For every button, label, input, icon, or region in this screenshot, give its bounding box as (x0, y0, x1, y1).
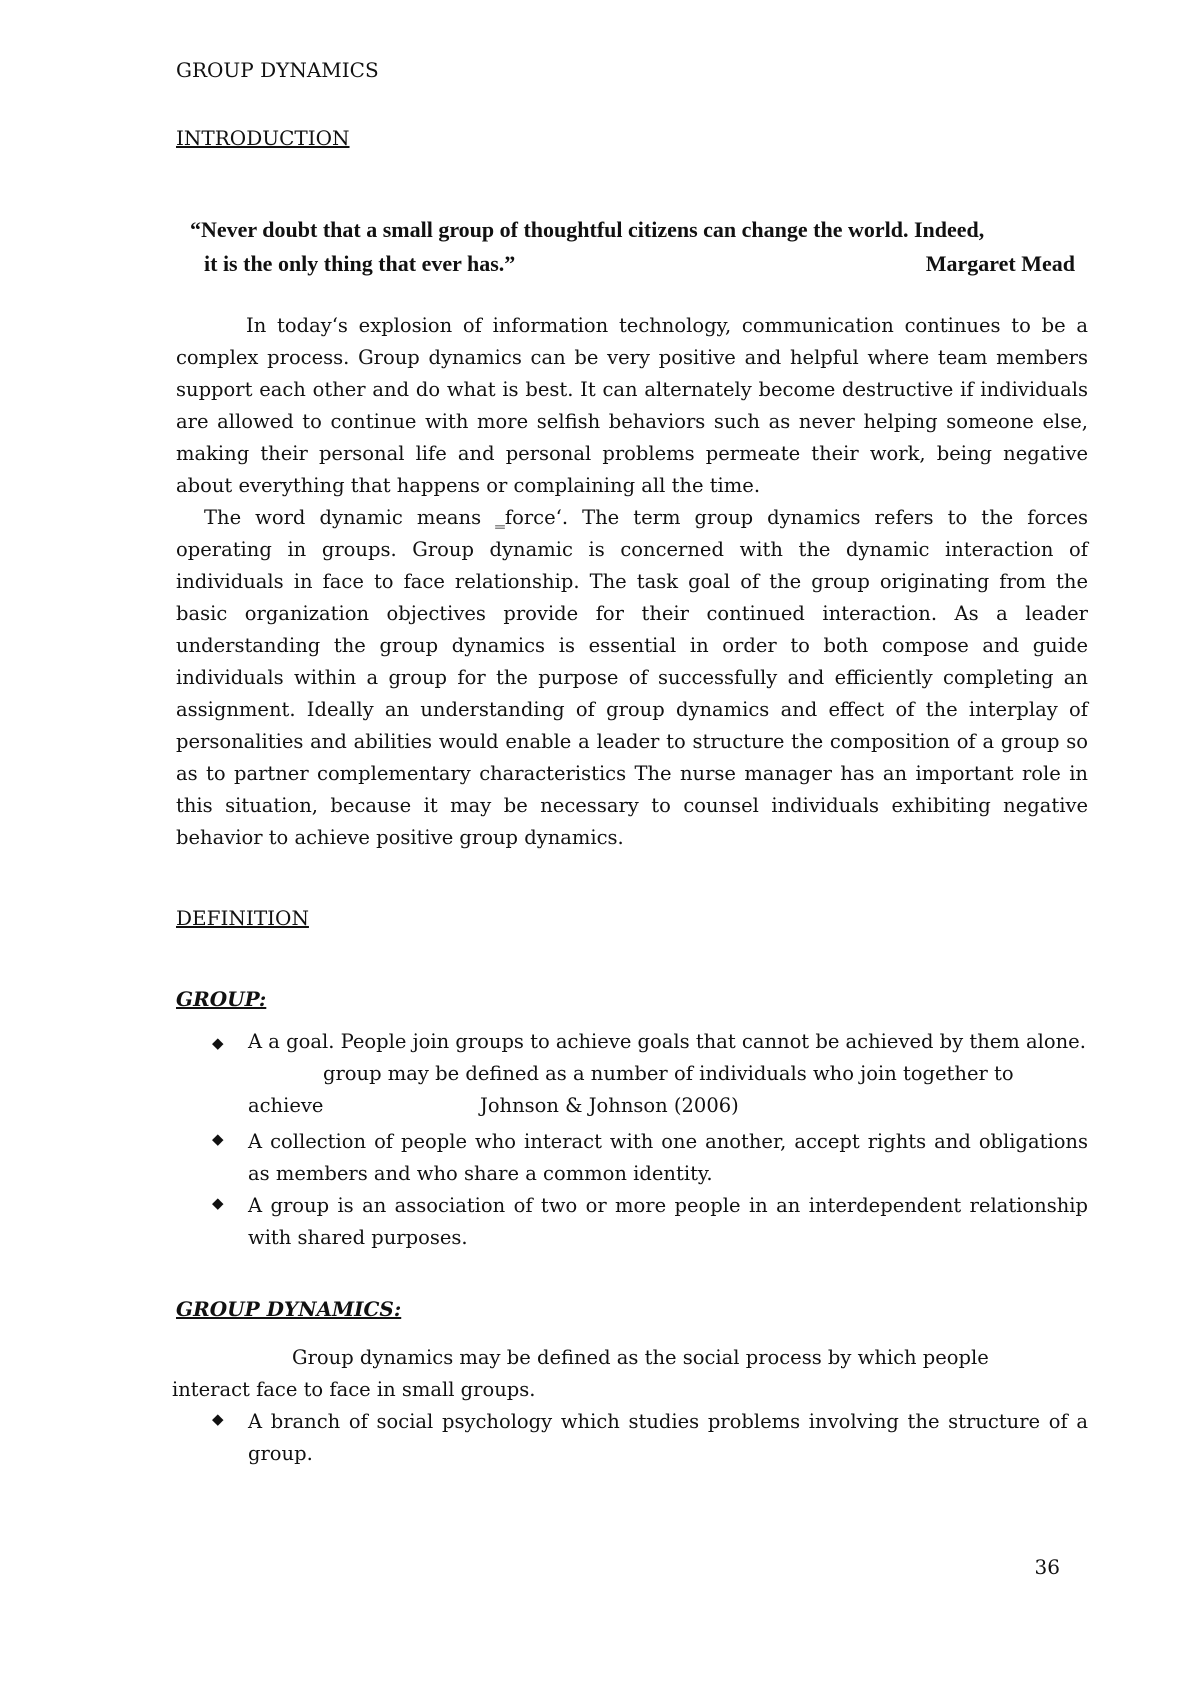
group-item-2: A collection of people who interact with one another, accept rights and obligations as members and who share a common identity. (248, 1130, 1088, 1185)
group-item-1-line-1: A a goal. People join groups to achieve goals that cannot be achieved by them alone. (248, 1030, 1086, 1053)
group-dynamics-heading: GROUP DYNAMICS: (176, 1297, 402, 1321)
intro-paragraph-1: In today‘s explosion of information technology, communication continues to be a complex process. Group dynamics can be very positive and helpful where team members support each other and do what is best. It can alternately become destructive if individuals are allowed to continue with more selfish behaviors such as never helping someone else, making their personal life and personal problems permeate their work, being negative about everything that happens or complaining all the time. (176, 314, 1088, 497)
diamond-bullet-icon: ◆ (212, 1194, 224, 1212)
page-title: GROUP DYNAMICS (176, 58, 379, 82)
quote-line-1: “Never doubt that a small group of thoughtful citizens can change the world. Indeed, (190, 217, 985, 242)
page-number: 36 (1034, 1555, 1060, 1579)
group-dynamics-paragraph: Group dynamics may be defined as the social process by which people interact face to face in small groups. (172, 1346, 989, 1401)
group-item-3: A group is an association of two or more people in an interdependent relationship with shared purposes. (248, 1194, 1088, 1249)
quote-line-2: it is the only thing that ever has.” (204, 251, 516, 276)
group-item-1-line-3a: achieve (248, 1094, 324, 1117)
diamond-bullet-icon: ◆ (212, 1130, 224, 1148)
diamond-bullet-icon: ◆ (212, 1034, 224, 1052)
diamond-bullet-icon: ◆ (212, 1410, 224, 1428)
quote-author: Margaret Mead (925, 251, 1075, 276)
group-item-1-line-2: group may be defined as a number of individuals who join together to (323, 1062, 1014, 1085)
intro-paragraph-2: The word dynamic means ‗force‘. The term group dynamics refers to the forces operating in groups. Group dynamic is concerned with the dynamic interaction of individuals in face to face relationship. The task goal of the group originating from the basic organization objectives provide for their continued interaction. As a leader understanding the group dynamics is essential in order to both compose and guide individuals within a group for the purpose of successfully and efficiently completing an assignment. Ideally an understanding of group dynamics and effect of the interplay of personalities and abilities would enable a leader to structure the composition of a group so as to partner complementary characteristics The nurse manager has an important role in this situation, because it may be necessary to counsel individuals exhibiting negative behavior to achieve positive group dynamics. (176, 506, 1088, 849)
group-dynamics-item-1: A branch of social psychology which studies problems involving the structure of a group. (248, 1410, 1088, 1465)
group-item-1-citation: Johnson & Johnson (2006) (480, 1094, 739, 1117)
group-heading: GROUP: (176, 987, 267, 1011)
introduction-heading: INTRODUCTION (176, 126, 350, 150)
definition-heading: DEFINITION (176, 906, 309, 930)
